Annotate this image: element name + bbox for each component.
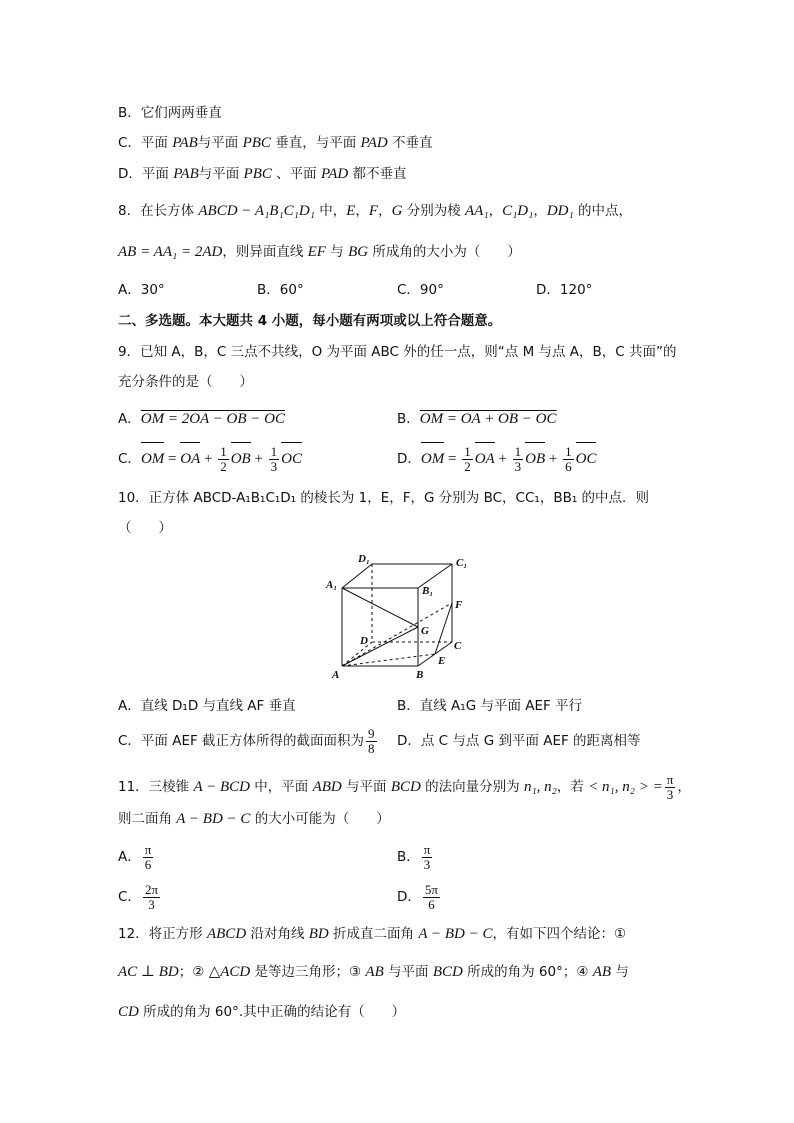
label-d1: D₁	[358, 553, 370, 565]
label-c1: C₁	[456, 557, 468, 569]
label-c: C	[454, 640, 462, 652]
label-b: B	[416, 669, 424, 681]
q10-option-a: A．直线 D₁D 与直线 AF 垂直	[118, 698, 296, 714]
q9-option-d: D．OM = $\frac{1}{2}$ OA + $\frac{1}{3}$ OB + $\frac{1}{6}$ OC	[397, 443, 597, 474]
q9-stem-line1: 9．已知 A，B，C 三点不共线，O 为平面 ABC 外的任一点，则“点 M 与点 A，B，C 共面”的	[118, 344, 677, 360]
q9-option-a: A．OM = 2OA − OB − OC	[118, 411, 286, 427]
q7-option-c: C．平面 PAB与平面 PBC 垂直，与平面 PAD 不垂直	[118, 135, 433, 151]
q8-option-d: D．120°	[536, 282, 593, 298]
q12-stem-line1: 12．将正方形 ABCD 沿对角线 BD 折成直二面角 A − BD − C，有如下四个结论：①	[118, 926, 627, 942]
section-heading: 二、多选题。本大题共 4 小题，每小题有两项或以上符合题意。	[118, 313, 502, 329]
segment-ef	[435, 603, 452, 654]
q11-option-b: B． $\frac{\pi}{3}$	[397, 841, 431, 872]
label-d: D	[360, 635, 368, 647]
q9-stem-line2: 充分条件的是（ ）	[118, 374, 253, 390]
q11-stem-line1: 11．三棱锥 A − BCD 中，平面 ABD 与平面 BCD 的法向量分别为 n₁, n₂，若 < n₁, n₂ > = $\frac{\pi}{3}$ ，	[118, 771, 691, 802]
q7-option-b: B．它们两两垂直	[118, 105, 222, 121]
q8-option-c: C．90°	[397, 282, 444, 298]
q11-stem-line2: 则二面角 A − BD − C 的大小可能为（ ）	[118, 811, 390, 827]
q11-option-a: A． $\frac{\pi}{6}$	[118, 841, 152, 872]
q10-stem-line1: 10．正方体 ABCD-A₁B₁C₁D₁ 的棱长为 1，E，F，G 分别为 BC，CC₁，BB₁ 的中点．则	[118, 490, 650, 506]
q11-option-c: C． $\frac{2\pi}{3}$	[118, 881, 159, 912]
label-f: F	[455, 599, 463, 611]
label-a1: A₁	[326, 579, 338, 591]
hidden-segment-af	[342, 603, 452, 666]
q10-option-d: D．点 C 与点 G 到平面 AEF 的距离相等	[397, 733, 641, 749]
q10-stem-line2: （ ）	[118, 520, 172, 536]
q8-stem-line1: 8．在长方体 ABCD − A₁B₁C₁D₁ 中，E，F，G 分别为棱 AA₁，C₁D₁，DD₁ 的中点，	[118, 203, 633, 219]
cube-figure	[320, 548, 480, 683]
segment-a1g	[342, 588, 418, 627]
q12-stem-line2: AC ⊥ BD；② △ACD 是等边三角形；③ AB 与平面 BCD 所成的角为 60°；④ AB 与	[118, 964, 629, 980]
q9-option-b: B．OM = OA + OB − OC	[397, 411, 557, 427]
q10-option-b: B．直线 A₁G 与平面 AEF 平行	[397, 698, 583, 714]
q12-stem-line3: CD 所成的角为 60°.其中正确的结论有（ ）	[118, 1004, 406, 1020]
q7-option-d: D．平面 PAB与平面 PBC 、平面 PAD 都不垂直	[118, 166, 407, 182]
segment-ag	[342, 627, 418, 666]
q8-option-a: A．30°	[118, 282, 165, 298]
q8-option-b: B．60°	[257, 282, 304, 298]
q8-stem-line2: AB = AA₁ = 2AD，则异面直线 EF 与 BG 所成角的大小为（ ）	[118, 244, 521, 260]
q9-option-c: C．OM = OA + $\frac{1}{2}$ OB + $\frac{1}{3}$ OC	[118, 443, 303, 474]
label-g: G	[421, 625, 429, 637]
label-e: E	[438, 655, 446, 667]
q11-option-d: D． $\frac{5\pi}{6}$	[397, 881, 438, 912]
label-b1: B₁	[422, 585, 434, 597]
q10-option-c: C．平面 AEF 截正方体所得的截面面积为 $\frac{9}{8}$	[118, 725, 375, 756]
edge-a1d1	[342, 564, 372, 588]
label-a: A	[332, 669, 340, 681]
